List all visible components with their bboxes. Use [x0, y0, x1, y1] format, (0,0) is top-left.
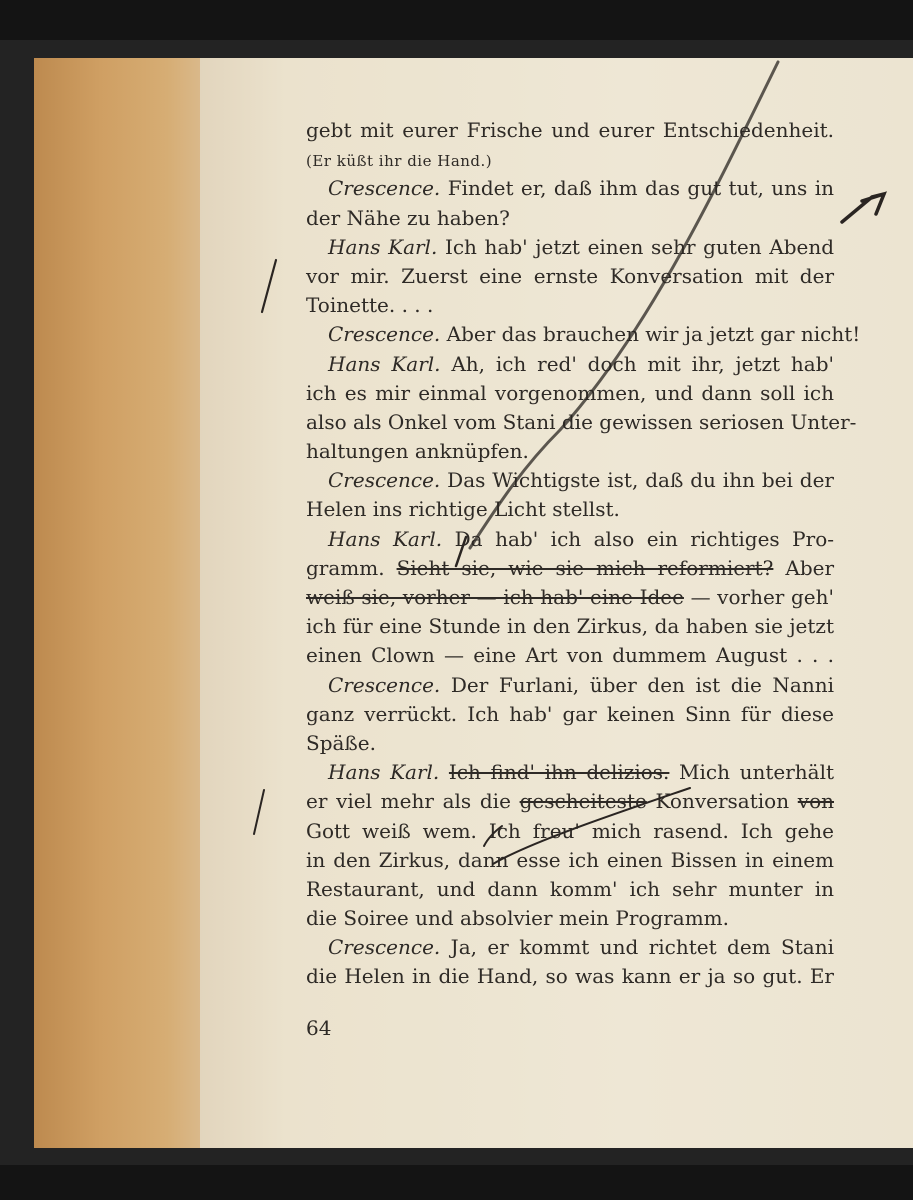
line-text: gramm. — [306, 555, 397, 580]
insertion-slash — [456, 537, 466, 566]
line-text: Helen ins richtige Licht stellst. — [306, 497, 620, 522]
line-text: ich für eine Stunde in den Zirkus, da haben sie jetzt — [306, 614, 834, 639]
line-text: die Helen in die Hand, so was kann er ja so gut. Er — [306, 964, 834, 989]
margin-tick-1 — [262, 260, 276, 312]
line-text: der Nähe zu haben? — [306, 205, 510, 230]
margin-tick-2 — [254, 790, 264, 834]
line-text: in den Zirkus, dann esse ich einen Bissen in einem — [306, 847, 834, 872]
line-text: vor mir. Zuerst eine ernste Konversation mit der — [306, 263, 834, 288]
line-text: Toinette. . . . — [306, 293, 434, 318]
line-text: Findet er, daß ihm das gut tut, uns in — [440, 176, 834, 201]
line-text: ich es mir einmal vorgenommen, und dann soll ich — [306, 380, 834, 405]
line-text: Ah, ich red' doch mit ihr, jetzt hab' — [440, 351, 835, 376]
line-text: Späße. — [306, 730, 376, 755]
page-number: 64 — [306, 1016, 332, 1040]
speaker-name: Hans Karl. — [328, 526, 443, 551]
line-text: einen Clown — eine Art von dummem August . . . — [306, 643, 834, 668]
speaker-name: Crescence. — [328, 468, 441, 493]
line-text: Mich unterhält — [669, 760, 835, 785]
line-text: Aber — [773, 555, 835, 580]
speaker-name: Crescence. — [328, 176, 441, 201]
line-text: Ich hab' jetzt einen sehr guten Abend — [437, 234, 835, 259]
struck-text: Ich find' ihn delizios. — [448, 760, 670, 785]
speaker-name: Hans Karl. — [328, 760, 440, 785]
speaker-name: Hans Karl. — [328, 351, 441, 376]
line-text: Das Wichtigste ist, daß du ihn bei der — [440, 468, 834, 493]
line-text: haltungen anknüpfen. — [306, 439, 529, 464]
line-text: also als Onkel vom Stani die gewissen seriosen Unter- — [306, 409, 857, 434]
struck-text: von — [797, 789, 834, 814]
line-text: gebt mit eurer Frische und eurer Entschiedenheit. — [306, 118, 834, 142]
line-text: Gott weiß wem. Ich freu' mich rasend. Ich gehe — [306, 818, 834, 843]
speaker-name: Crescence. — [328, 322, 441, 347]
connector-stroke — [493, 788, 690, 864]
speaker-name: Crescence. — [328, 672, 441, 697]
line-text: ganz verrückt. Ich hab' gar keinen Sinn für diese — [306, 701, 834, 726]
line-text: — vorher geh' — [683, 585, 834, 609]
margin-arrow-mark — [842, 194, 884, 222]
line-text: Restaurant, und dann komm' ich sehr munter in — [306, 876, 834, 901]
speaker-name: Hans Karl. — [328, 234, 438, 259]
line-text: Da hab' ich also ein richtiges Pro- — [442, 526, 834, 551]
diagonal-pencil-stroke — [470, 62, 778, 548]
struck-text: gescheiteste — [519, 789, 647, 814]
line-text: Der Furlani, über den ist die Nanni — [440, 672, 834, 697]
line-text: er viel mehr als die — [306, 789, 520, 814]
line-text: Aber das brauchen wir ja jetzt gar nicht! — [440, 322, 861, 347]
line-text: Konversation — [646, 789, 798, 814]
line-text: Ja, er kommt und richtet dem Stani — [440, 935, 834, 960]
struck-text: Sieht sie, wie sie mich reformiert? — [396, 555, 774, 580]
speaker-name: Crescence. — [328, 935, 441, 960]
bracket-stroke — [484, 826, 502, 846]
line-text: die Soiree und absolvier mein Programm. — [306, 906, 729, 931]
struck-text: weiß sie, vorher — ich hab' eine Idee — [306, 585, 684, 609]
stage-direction: (Er küßt ihr die Hand.) — [306, 152, 493, 171]
